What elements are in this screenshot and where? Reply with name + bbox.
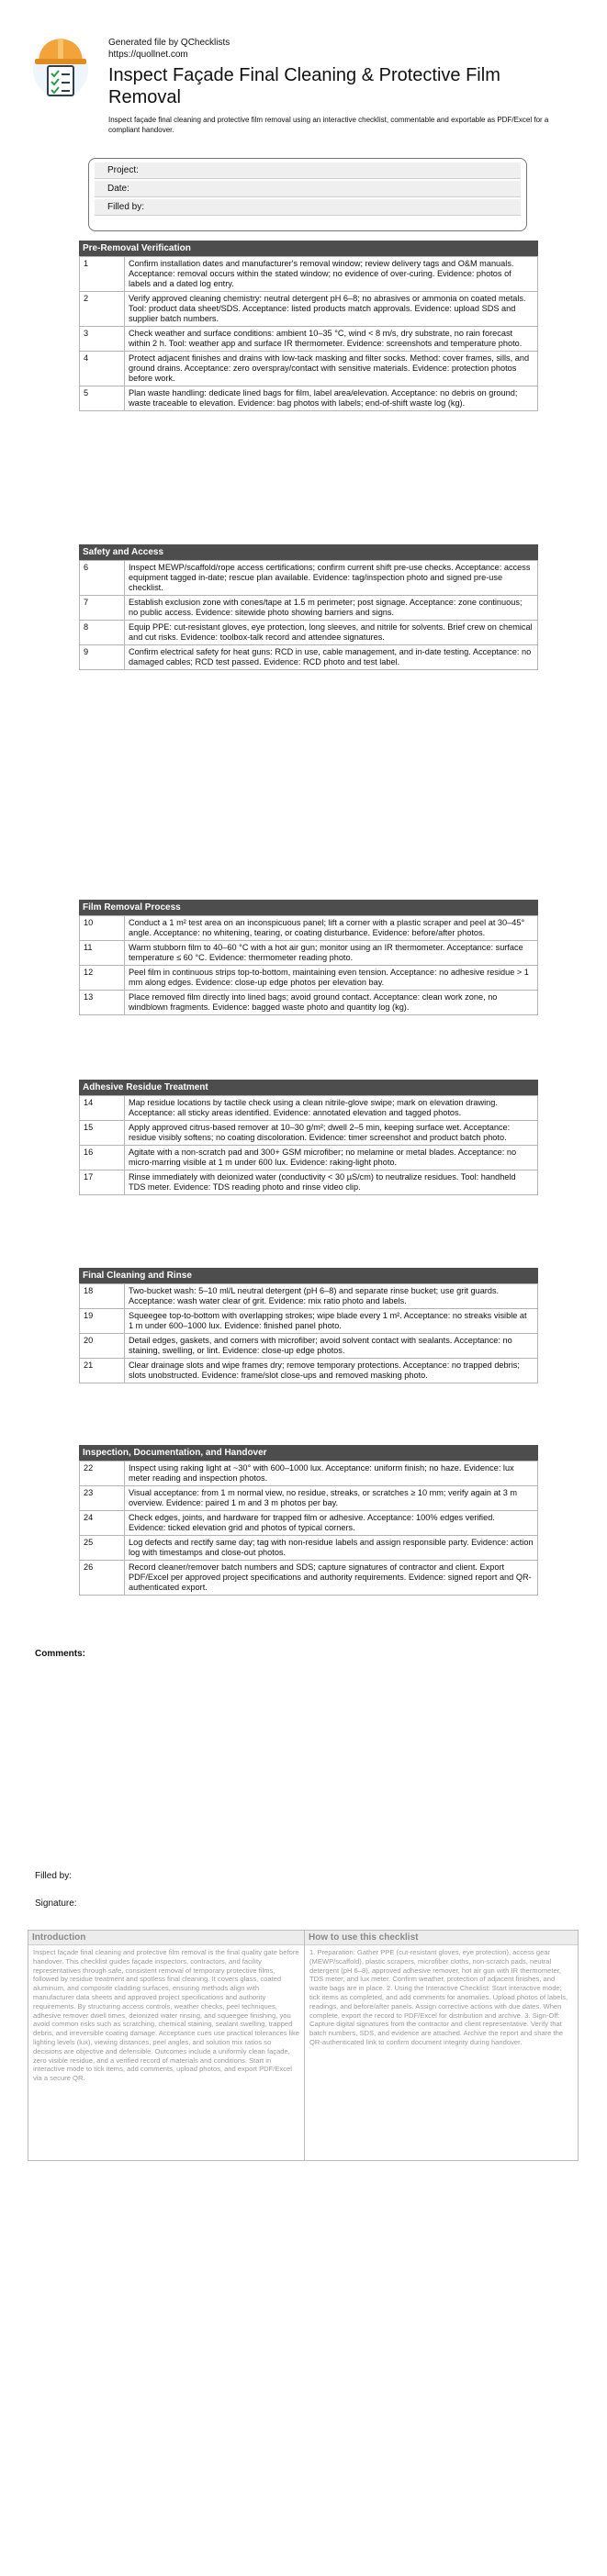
item-text: Detail edges, gaskets, and corners with microfiber; avoid solvent contact with sealants. Acceptance: no staining, swelling, or lint. Evidence: close-up edge photos.	[125, 1334, 538, 1359]
checklist-row[interactable]	[80, 645, 538, 670]
item-number: 15	[80, 1121, 125, 1146]
item-text: Clear drainage slots and wipe frames dry; remove temporary protections. Acceptance: no trapped debris; slots unobstructed. Evidence: frame/slot close-ups and removed masking photo.	[125, 1359, 538, 1383]
item-number: 16	[80, 1146, 125, 1170]
filled-by-field[interactable]: Filled by:	[95, 199, 521, 216]
signature-label: Signature:	[35, 1898, 77, 1909]
checklist-row[interactable]	[80, 1462, 538, 1486]
section-title: Safety and Access	[79, 544, 538, 560]
comments-label: Comments:	[35, 1649, 86, 1659]
generated-by-text: Generated file by QChecklists	[108, 38, 230, 48]
generator-credit	[108, 37, 230, 61]
item-text: Log defects and rectify same day; tag with non-residue labels and assign responsible party. Evidence: action log with timestamps and close-out photos.	[125, 1536, 538, 1561]
item-text: Equip PPE: cut-resistant gloves, eye protection, long sleeves, and nitrile for solvents. Brief crew on chemical and cut risks. Evidence: toolbox-talk record and attendee signatures.	[125, 621, 538, 645]
item-number: 18	[80, 1284, 125, 1309]
section-safety-and-access	[79, 544, 538, 670]
checklist-hardhat-logo-icon	[28, 33, 94, 99]
checklist-table	[79, 915, 538, 1015]
section-film-removal-process	[79, 900, 538, 1015]
checklist-row[interactable]	[80, 916, 538, 941]
item-text: Squeegee top-to-bottom with overlapping strokes; wipe blade every 1 m². Acceptance: no streaks visible at 1 m under 600–1000 lux. Evidence: finished panel photo.	[125, 1309, 538, 1334]
introduction-column	[28, 1931, 305, 2160]
item-text: Conduct a 1 m² test area on an inconspicuous panel; lift a corner with a plastic scraper and peel at 30–45° angle. Acceptance: no whitening, tearing, or coating disturbance. Evidence: before/after photos.	[125, 916, 538, 941]
item-text: Visual acceptance: from 1 m normal view, no residue, streaks, or scratches ≥ 10 mm; verify again at 3 m overview. Evidence: paired 1 m and 3 m photos per bay.	[125, 1486, 538, 1511]
item-number: 6	[80, 561, 125, 596]
item-text: Warm stubborn film to 40–60 °C with a hot air gun; monitor using an IR thermometer. Acceptance: surface temperature ≤ 60 °C. Evidence: thermometer reading photo.	[125, 941, 538, 966]
page-description: Inspect façade final cleaning and protective film removal using an interactive checklist, commentable and exportable as PDF/Excel for a compliant handover.	[108, 116, 549, 134]
project-info-box	[88, 158, 527, 231]
document-header	[28, 28, 579, 138]
checklist-row[interactable]	[80, 1309, 538, 1334]
checklist-row[interactable]	[80, 327, 538, 352]
item-number: 9	[80, 645, 125, 670]
item-number: 10	[80, 916, 125, 941]
checklist-row[interactable]	[80, 1486, 538, 1511]
item-number: 24	[80, 1511, 125, 1536]
checklist-row[interactable]	[80, 1170, 538, 1195]
item-number: 14	[80, 1096, 125, 1121]
project-field[interactable]: Project:	[95, 162, 521, 179]
item-number: 25	[80, 1536, 125, 1561]
how-to-column	[305, 1931, 578, 2160]
item-number: 5	[80, 386, 125, 411]
item-text: Establish exclusion zone with cones/tape at 1.5 m perimeter; post signage. Acceptance: zone continuous; no public access. Evidence: sitewide photo showing barriers and signs.	[125, 596, 538, 621]
item-text: Plan waste handling: dedicate lined bags for film, label area/elevation. Acceptance: no debris on ground; waste traceable to elevation. Evidence: bag photos with labels; end-of-shift waste log (kg).	[125, 386, 538, 411]
section-adhesive-residue-treatment	[79, 1080, 538, 1195]
checklist-row[interactable]	[80, 386, 538, 411]
page-title: Inspect Façade Final Cleaning & Protective Film Removal	[108, 65, 500, 107]
item-number: 21	[80, 1359, 125, 1383]
checklist-table	[79, 560, 538, 670]
checklist-row[interactable]	[80, 1511, 538, 1536]
item-text: Place removed film directly into lined bags; avoid ground contact. Acceptance: clean work zone, no windblown fragments. Evidence: bagged waste photo and quantity log (kg).	[125, 991, 538, 1015]
section-title: Adhesive Residue Treatment	[79, 1080, 538, 1095]
source-link[interactable]: https://quollnet.com	[108, 50, 188, 60]
checklist-row[interactable]	[80, 257, 538, 292]
item-number: 26	[80, 1561, 125, 1596]
checklist-row[interactable]	[80, 1359, 538, 1383]
checklist-row[interactable]	[80, 1121, 538, 1146]
item-text: Apply approved citrus-based remover at 10–30 g/m²; dwell 2–5 min, keeping surface wet. Acceptance: residue visibly softens; no coating discoloration. Evidence: timer screenshot and product batch photo.	[125, 1121, 538, 1146]
item-number: 8	[80, 621, 125, 645]
checklist-row[interactable]	[80, 1536, 538, 1561]
item-number: 22	[80, 1462, 125, 1486]
introduction-text: Inspect façade final cleaning and protective film removal is the final quality gate before handover. This checklist guides façade inspectors, contractors, and facility representatives through safe, consistent removal of temporary protective films, followed by residue treatment and spotless final cleaning. It covers glass, coated aluminum, and composite cladding surfaces, ensuring methods align with manufacturer data sheets and approved project specifications and authority requirements. By structuring access controls, weather checks, peel techniques, adhesive remover dwell times, deionized water rinsing, and squeegee finishing, you avoid common risks such as scratching, chemical staining, sealant swelling, trapped debris, and irreversible coating damage. Acceptance cues use practical tolerances like lighting levels (lux), viewing distances, peel angles, and solution mix ratios so decisions are objective and defensible. Outcomes include a uniformly clean façade, zero visible residue, and a verified record of materials and conditions. Start in interactive mode to tick items, add comments, upload photos, and export PDF/Excel via a secure QR.	[33, 1948, 299, 2083]
item-number: 1	[80, 257, 125, 292]
checklist-row[interactable]	[80, 1561, 538, 1596]
checklist-row[interactable]	[80, 1334, 538, 1359]
item-text: Peel film in continuous strips top-to-bottom, maintaining even tension. Acceptance: no adhesive residue > 1 mm along edges. Evidence: close-up edge photos per elevation bay.	[125, 966, 538, 991]
item-number: 17	[80, 1170, 125, 1195]
item-text: Verify approved cleaning chemistry: neutral detergent pH 6–8; no abrasives or ammonia on coated metals. Tool: product data sheet/SDS. Acceptance: listed products match approvals. Evidence: upload SDS and supplier batch numbers.	[125, 292, 538, 327]
checklist-row[interactable]	[80, 292, 538, 327]
item-text: Rinse immediately with deionized water (conductivity < 30 µS/cm) to neutralize residues. Tool: handheld TDS meter. Evidence: TDS reading photo and rinse video clip.	[125, 1170, 538, 1195]
checklist-row[interactable]	[80, 991, 538, 1015]
item-text: Protect adjacent finishes and drains with low-tack masking and filter socks. Method: cover frames, sills, and ground drains. Acceptance: zero overspray/contact with sensitive materials. Evidence: protection photos before work.	[125, 352, 538, 386]
item-text: Confirm installation dates and manufacturer's removal window; review delivery tags and O&M manuals. Acceptance: removal occurs within the stated window; no evidence of over-curing. Evidence: photos of labels and a dated log entry.	[125, 257, 538, 292]
checklist-row[interactable]	[80, 941, 538, 966]
how-to-text: 1. Preparation: Gather PPE (cut-resistant gloves, eye protection), access gear (MEWP/scaffold), plastic scrapers, microfiber cloths, non-scratch pads, neutral detergent (pH 6–8), approved adhesive remover, hot air gun with IR thermometer, TDS meter, and lux meter. Confirm weather, protection of adjacent finishes, and waste bags are in place. 2. Using the Interactive Checklist: Start interactive mode; tick items as completed, and add comments for anomalies. Upload photos of labels, readings, and before/after panels. Assign corrective actions with due dates. When complete, export the record to PDF/Excel for distribution and archive. 3. Sign-Off: Capture digital signatures from the contractor and client representative. Verify that batch numbers, SDS, and evidence are attached. Archive the report and share the QR-authenticated link to confirm document integrity during handover.	[309, 1948, 568, 2046]
checklist-row[interactable]	[80, 1284, 538, 1309]
item-number: 19	[80, 1309, 125, 1334]
checklist-row[interactable]	[80, 1096, 538, 1121]
section-title: Inspection, Documentation, and Handover	[79, 1445, 538, 1461]
section-final-cleaning-and-rinse	[79, 1268, 538, 1383]
item-text: Inspect MEWP/scaffold/rope access certifications; confirm current shift pre-use checks. Acceptance: access equipment tagged in-date; rescue plan available. Evidence: tag/inspection photo and signed pre-use checklist.	[125, 561, 538, 596]
item-number: 20	[80, 1334, 125, 1359]
item-text: Check weather and surface conditions: ambient 10–35 °C, wind < 8 m/s, dry substrate, no rain forecast within 2 h. Tool: weather app and surface IR thermometer. Evidence: screenshots and temperature photo.	[125, 327, 538, 352]
checklist-row[interactable]	[80, 966, 538, 991]
item-text: Confirm electrical safety for heat guns: RCD in use, cable management, and in-date testing. Acceptance: no damaged cables; RCD test passed. Evidence: RCD photo and test label.	[125, 645, 538, 670]
item-text: Agitate with a non-scratch pad and 300+ GSM microfiber; no melamine or metal blades. Acceptance: no micro-marring visible at 1 m under 600 lux. Evidence: raking-light photo.	[125, 1146, 538, 1170]
checklist-table	[79, 1461, 538, 1596]
checklist-table	[79, 1283, 538, 1383]
item-number: 23	[80, 1486, 125, 1511]
item-number: 11	[80, 941, 125, 966]
introduction-title: Introduction	[28, 1931, 304, 1945]
section-pre-removal-verification	[79, 241, 538, 411]
item-number: 3	[80, 327, 125, 352]
checklist-row[interactable]	[80, 561, 538, 596]
item-text: Record cleaner/remover batch numbers and SDS; capture signatures of contractor and client. Export PDF/Excel per approved project specifications and authority requirements. Evidence: signed report and QR-authenticated export.	[125, 1561, 538, 1596]
checklist-row[interactable]	[80, 1146, 538, 1170]
item-number: 2	[80, 292, 125, 327]
info-panel	[28, 1930, 579, 2161]
section-title: Final Cleaning and Rinse	[79, 1268, 538, 1283]
item-number: 4	[80, 352, 125, 386]
how-to-title: How to use this checklist	[305, 1931, 578, 1945]
checklist-row[interactable]	[80, 596, 538, 621]
checklist-row[interactable]	[80, 352, 538, 386]
item-text: Inspect using raking light at ~30° with 600–1000 lux. Acceptance: uniform finish; no haze. Evidence: lux meter reading and inspection photos.	[125, 1462, 538, 1486]
section-inspection-documentation-handover	[79, 1445, 538, 1596]
filled-by-label: Filled by:	[35, 1871, 73, 1881]
date-field[interactable]: Date:	[95, 181, 521, 197]
item-number: 12	[80, 966, 125, 991]
item-text: Map residue locations by tactile check using a clean nitrile-glove swipe; mark on elevation drawing. Acceptance: all sticky areas identified. Evidence: annotated elevation and tagged photos.	[125, 1096, 538, 1121]
section-title: Pre-Removal Verification	[79, 241, 538, 256]
section-title: Film Removal Process	[79, 900, 538, 915]
checklist-table	[79, 256, 538, 411]
checklist-row[interactable]	[80, 621, 538, 645]
item-text: Check edges, joints, and hardware for trapped film or adhesive. Acceptance: 100% edges verified. Evidence: ticked elevation grid and photos of typical corners.	[125, 1511, 538, 1536]
item-number: 13	[80, 991, 125, 1015]
item-text: Two-bucket wash: 5–10 ml/L neutral detergent (pH 6–8) and separate rinse bucket; use grit guards. Acceptance: wash water clear of grit. Evidence: mix ratio photo and labels.	[125, 1284, 538, 1309]
item-number: 7	[80, 596, 125, 621]
checklist-table	[79, 1095, 538, 1195]
